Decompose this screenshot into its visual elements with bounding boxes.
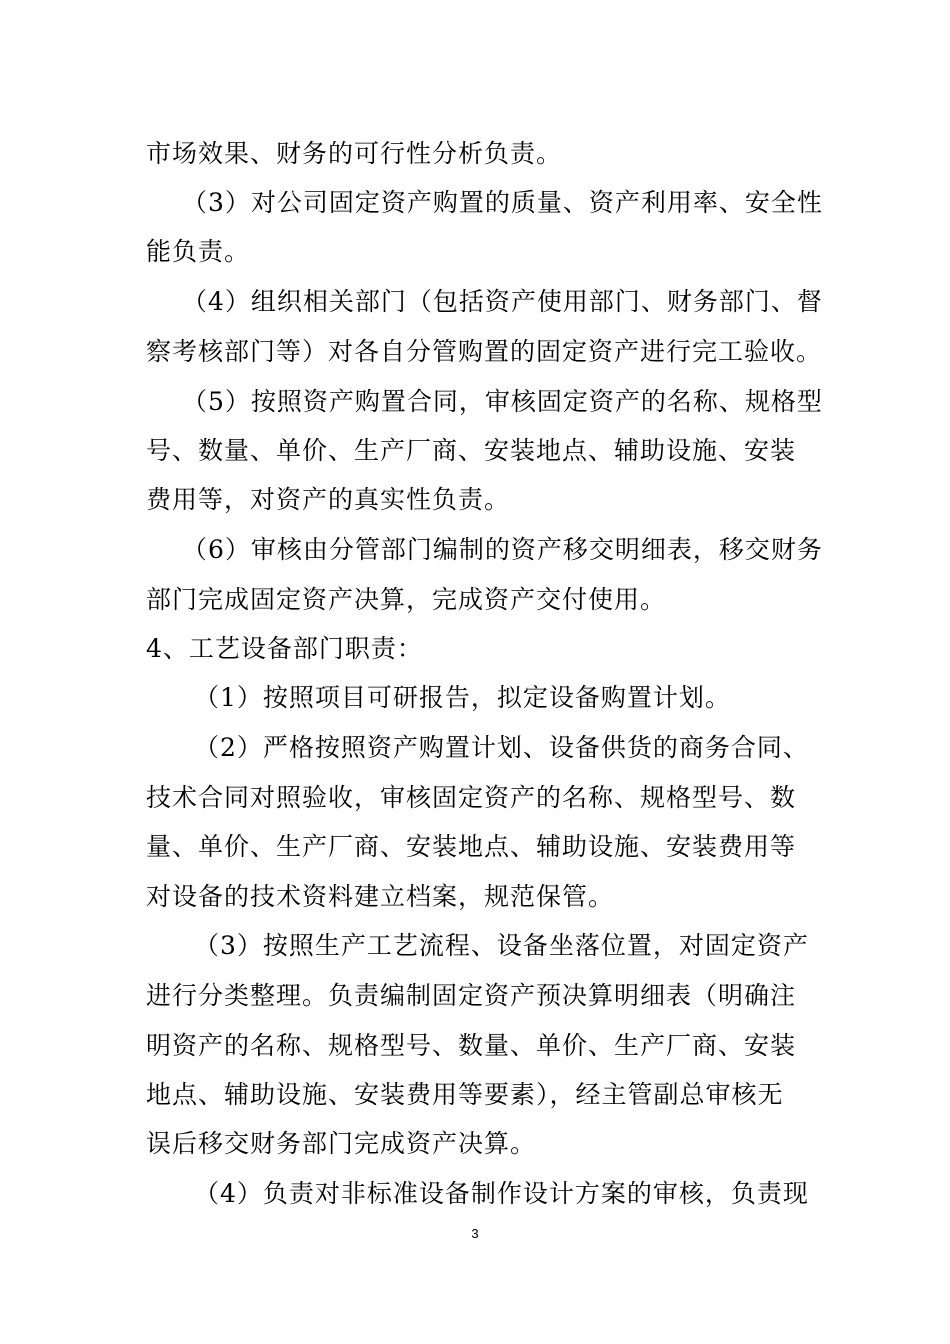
text-line: （2）严格按照资产购置计划、设备供货的商务合同、: [194, 733, 809, 762]
page-number: 3: [471, 1226, 479, 1241]
text-line: 能负责。: [146, 237, 251, 266]
text-line: 号、数量、单价、生产厂商、安装地点、辅助设施、安装: [146, 436, 797, 465]
text-line: 进行分类整理。负责编制固定资产预决算明细表（明确注: [146, 981, 797, 1010]
text-line: （4）组织相关部门（包括资产使用部门、财务部门、督: [182, 287, 823, 316]
text-line: 对设备的技术资料建立档案，规范保管。: [146, 882, 615, 911]
text-line: 察考核部门等）对各自分管购置的固定资产进行完工验收。: [146, 337, 823, 366]
text-line: （6）审核由分管部门编制的资产移交明细表，移交财务: [182, 535, 823, 564]
text-line: 量、单价、生产厂商、安装地点、辅助设施、安装费用等: [146, 832, 797, 861]
text-line: （1）按照项目可研报告，拟定设备购置计划。: [194, 683, 731, 712]
text-line: （3）按照生产工艺流程、设备坐落位置，对固定资产: [194, 931, 809, 960]
text-line: 部门完成固定资产决算，完成资产交付使用。: [146, 585, 667, 614]
section-heading: 4、工艺设备部门职责：: [146, 634, 423, 663]
text-line: 技术合同对照验收，审核固定资产的名称、规格型号、数: [146, 783, 797, 812]
text-line: 误后移交财务部门完成资产决算。: [146, 1129, 537, 1158]
text-line: 费用等，对资产的真实性负责。: [146, 485, 511, 514]
text-line: （4）负责对非标准设备制作设计方案的审核，负责现: [194, 1179, 809, 1208]
text-line: 市场效果、财务的可行性分析负责。: [146, 139, 563, 168]
text-line: （5）按照资产购置合同，审核固定资产的名称、规格型: [182, 387, 823, 416]
text-line: 明资产的名称、规格型号、数量、单价、生产厂商、安装: [146, 1031, 797, 1060]
text-line: 地点、辅助设施、安装费用等要素），经主管副总审核无: [146, 1080, 784, 1109]
text-line: （3）对公司固定资产购置的质量、资产利用率、安全性: [182, 188, 823, 217]
